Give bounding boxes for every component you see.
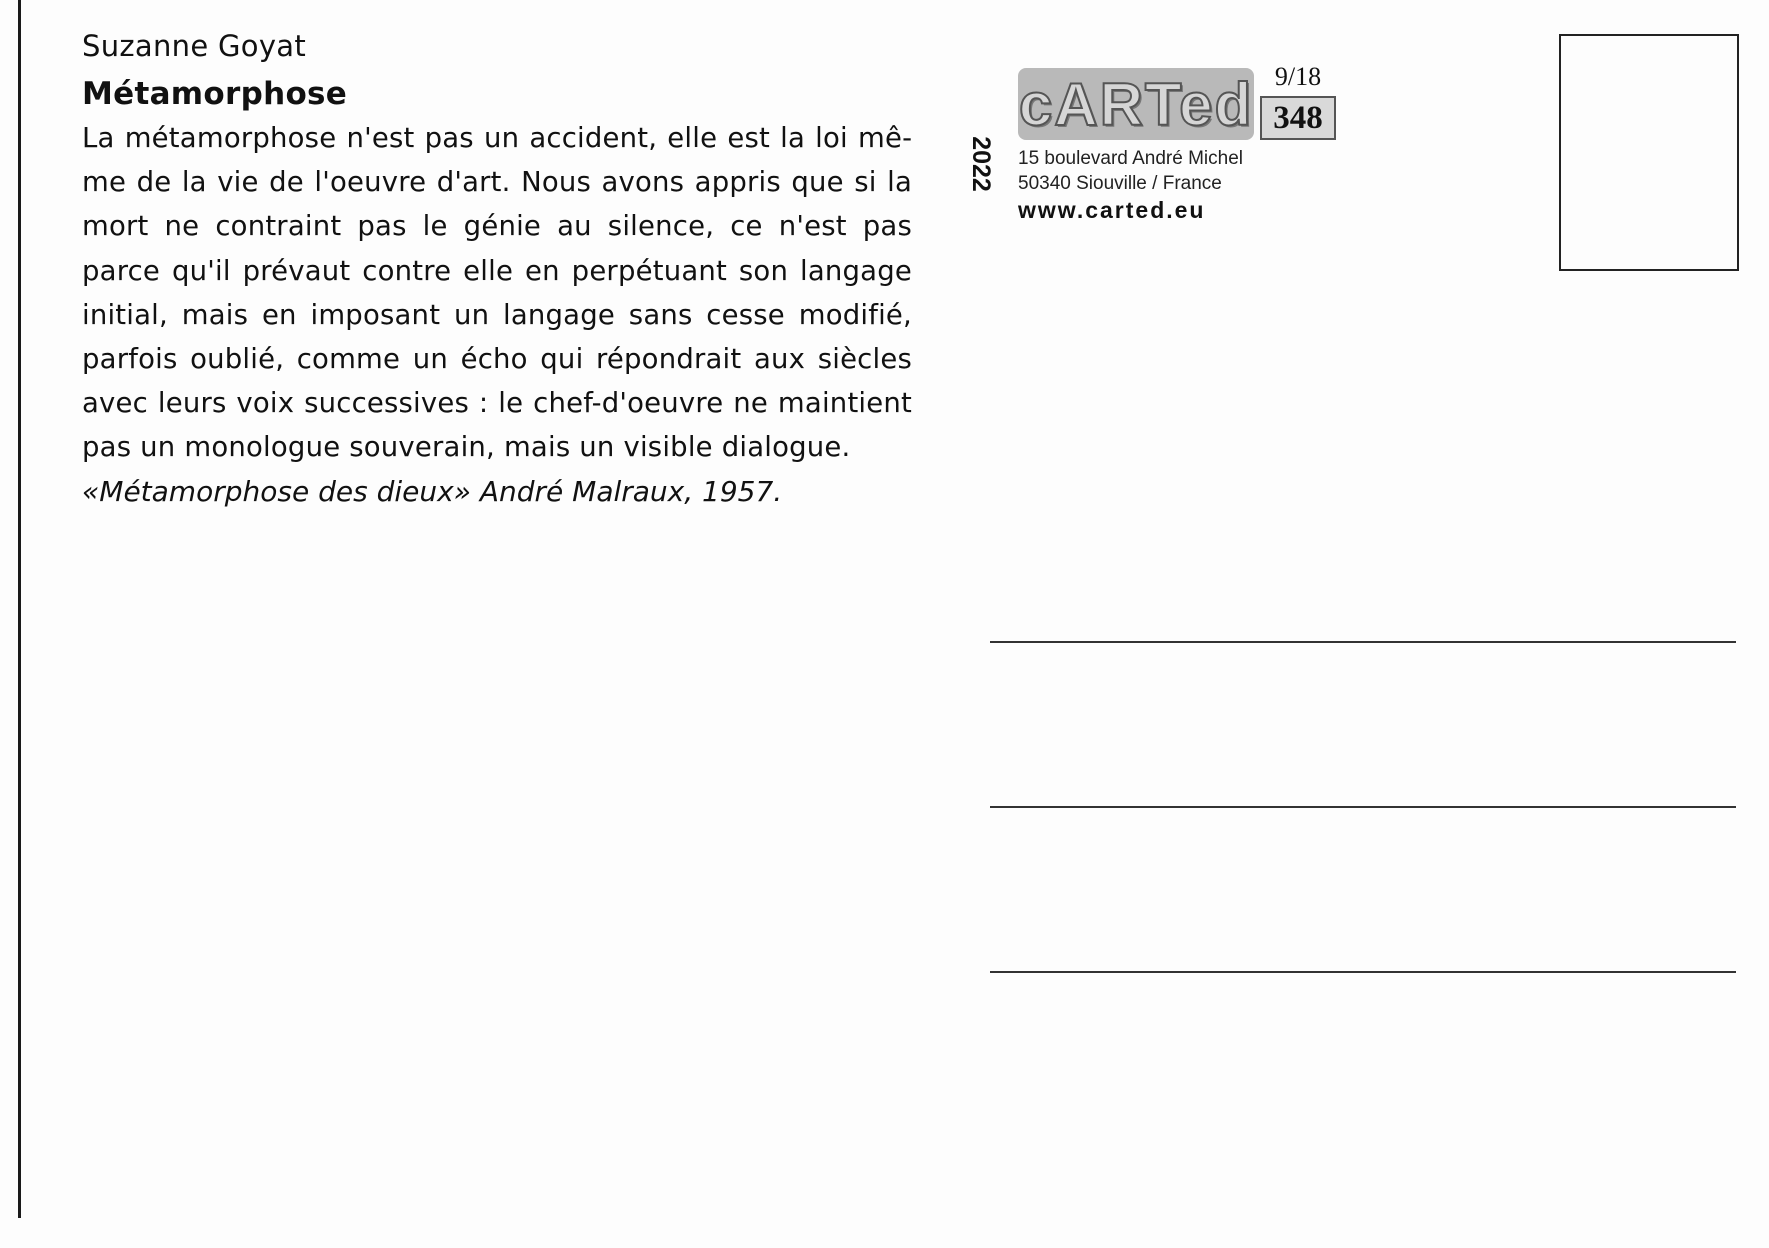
publisher-address [1018, 146, 1243, 196]
artwork-title: Métamorphose [82, 76, 348, 112]
card-number-badge: 348 [1260, 96, 1336, 140]
stamp-box [1559, 34, 1739, 271]
card-edge [18, 0, 21, 1218]
publisher-logo [1018, 68, 1254, 140]
quote-text: La métamorphose n'est pas un accident, elle est la loi même de la vie de l'oeuvre d'art. Nous avons appris que si la mort ne contraint pas le génie au silence, ce n'est pas parce qu'il prévaut contre elle en perpétuant son langage initial, mais en imposant un langage sans cesse modifié, parfois oublié, comme un écho qui répondrait aux siècles avec leurs voix successives : le chef-d'oeuvre ne maintient pas un monologue souverain, mais un visible dialogue. [82, 122, 912, 464]
address-line-street: 15 boulevard André Michel [1018, 148, 1243, 169]
publisher-website: www.carted.eu [1018, 197, 1206, 223]
caption-block [82, 26, 912, 514]
address-line-3 [990, 971, 1736, 973]
address-line-city: 50340 Siouville / France [1018, 173, 1222, 194]
series-number: 9/18 [1274, 62, 1322, 91]
address-line-2 [990, 806, 1736, 808]
publication-year: 2022 [967, 136, 995, 192]
logo-wordmark: cARTed [1018, 70, 1254, 138]
address-line-1 [990, 641, 1736, 643]
artist-name: Suzanne Goyat [82, 29, 307, 63]
quote-citation: «Métamorphose des dieux» André Malraux, 1957. [82, 474, 783, 508]
